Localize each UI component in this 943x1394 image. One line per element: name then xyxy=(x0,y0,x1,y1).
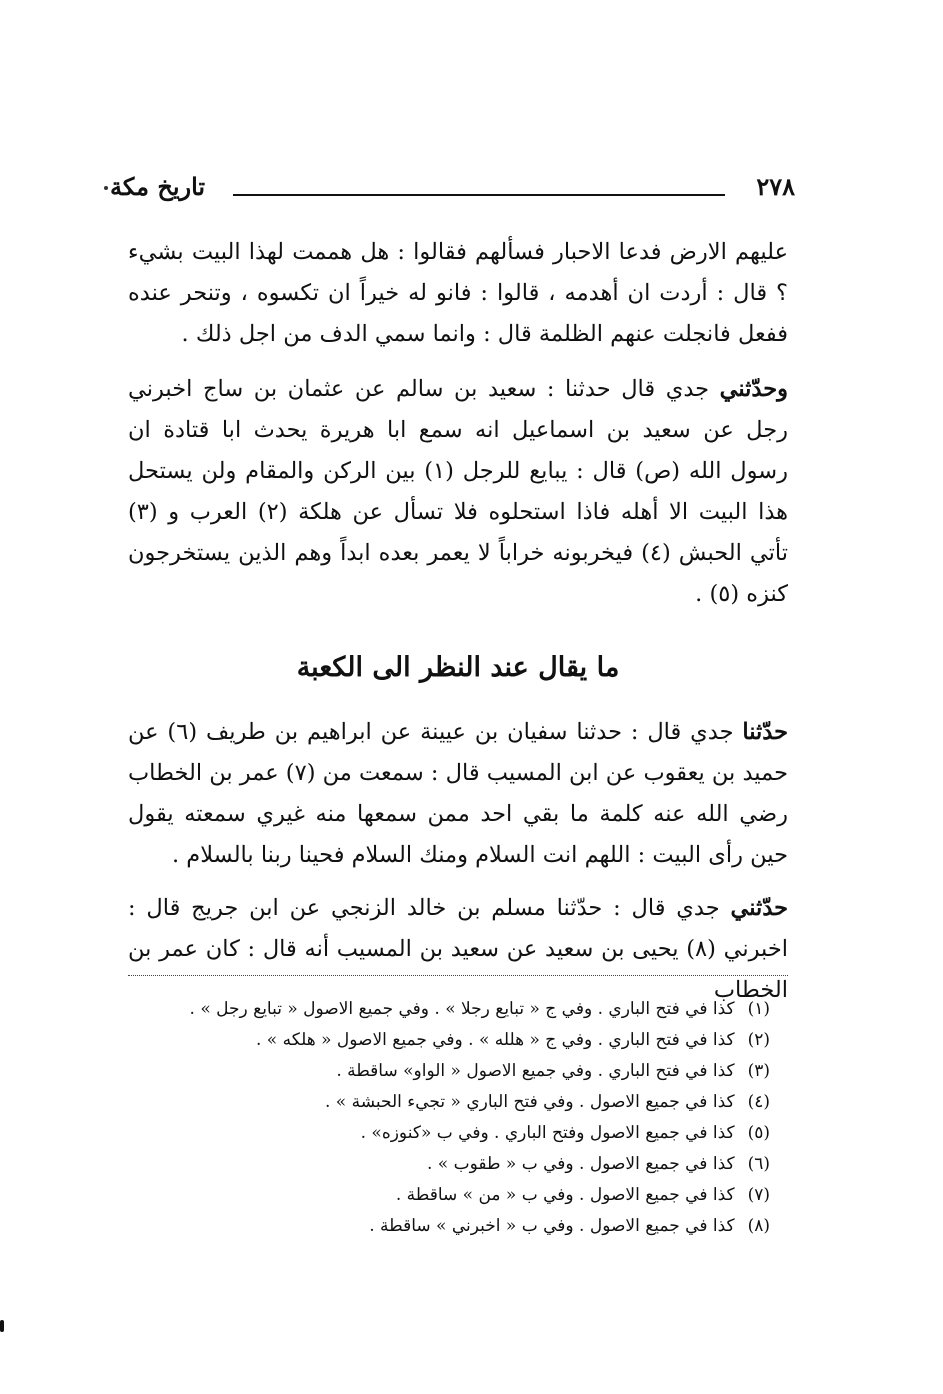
footnote-text: كذا في فتح الباري . وفي جميع الاصول « الواو» ساقطة . xyxy=(336,1061,735,1081)
footnote-text: كذا في جميع الاصول . وفي ب « اخبرني » ساقطة . xyxy=(369,1216,735,1236)
footnote xyxy=(160,1211,770,1242)
footnote xyxy=(160,1149,770,1180)
footnote-number: (٣) xyxy=(747,1061,770,1081)
footnote xyxy=(160,1118,770,1149)
paragraph xyxy=(128,369,788,615)
footnote-text: كذا في فتح الباري . وفي ج « تبايع رجلا » . وفي جميع الاصول « تبايع رجل » . xyxy=(189,999,735,1019)
footnote xyxy=(160,1087,770,1118)
paragraph xyxy=(128,712,788,876)
book-title: تاريخ مكة xyxy=(110,172,206,201)
footnote-divider xyxy=(128,975,788,976)
footnote-number: (١) xyxy=(747,999,770,1019)
paragraph xyxy=(128,888,788,1011)
page-number: ٢٧٨ xyxy=(756,172,795,201)
paragraph-text: جدي قال حدثنا : سعيد بن سالم عن عثمان بن ساج اخبرني رجل عن سعيد بن اسماعيل انه سمع ابا هريرة يحدث ابا قتادة ان رسول الله (ص) قال : يبايع للرجل (١) بين الركن والمقام ولن يستحل هذا البيت الا أهله فاذا استحلوه فلا تسأل عن هلكة (٢) العرب و (٣) تأتي الحبش (٤) فيخربونه خراباً لا يعمر بعده ابداً وهم الذين يستخرجون كنزه (٥) . xyxy=(128,376,789,607)
second-text-block xyxy=(128,712,788,1011)
footnote xyxy=(160,1056,770,1087)
footnote-text: كذا في فتح الباري . وفي ج « هلله » . وفي جميع الاصول « هلكه » . xyxy=(256,1030,735,1050)
footnote xyxy=(160,1025,770,1056)
footnote-number: (٥) xyxy=(747,1123,770,1143)
paragraph-text: عليهم الارض فدعا الاحبار فسألهم فقالوا : هل هممت لهذا البيت بشيء ؟ قال : أردت ان أهدمه ، قالوا : فانو له خيراً ان تكسوه ، وتنحر عنده ففعل فانجلت عنهم الظلمة قال : وانما سمي الدف من اجل ذلك . xyxy=(128,239,788,347)
section-heading: ما يقال عند النظر الى الكعبة xyxy=(296,652,620,683)
footnote xyxy=(160,1180,770,1211)
paragraph xyxy=(128,232,788,355)
footnote-number: (٦) xyxy=(747,1154,770,1174)
footnote xyxy=(160,994,770,1025)
footnote-number: (٨) xyxy=(747,1216,770,1236)
header-rule xyxy=(233,194,725,196)
scan-edge-mark xyxy=(0,1320,4,1332)
footnote-number: (٤) xyxy=(747,1092,770,1112)
footnote-number: (٢) xyxy=(747,1030,770,1050)
paragraph-lead: وحدّثني xyxy=(719,376,788,402)
footnote-text: كذا في جميع الاصول . وفي ب « طقوب » . xyxy=(426,1154,735,1174)
footnote-text: كذا في جميع الاصول . وفي ب « من » ساقطة . xyxy=(395,1185,735,1205)
footnote-text: كذا في جميع الاصول وفتح الباري . وفي ب «كنوزه» . xyxy=(360,1123,735,1143)
paragraph-lead: حدّثني xyxy=(730,895,788,921)
footnote-text: كذا في جميع الاصول . وفي فتح الباري « تجيء الحبشة » . xyxy=(324,1092,735,1112)
main-text-block xyxy=(128,232,788,615)
paragraph-text: جدي قال : حدثنا سفيان بن عيينة عن ابراهيم بن طريف (٦) عن حميد بن يعقوب عن ابن المسيب قال : سمعت من (٧) عمر بن الخطاب رضي الله عنه كلمة ما بقي احد ممن سمعها منه غيري سمعته يقول حين رأى البيت : اللهم انت السلام ومنك السلام فحينا ربنا بالسلام . xyxy=(127,719,788,868)
paragraph-lead: حدّثنا xyxy=(742,719,788,745)
footnotes-list xyxy=(160,994,770,1242)
footnote-number: (٧) xyxy=(747,1185,770,1205)
paragraph-text: جدي قال : حدّثنا مسلم بن خالد الزنجي عن ابن جريج قال : اخبرني (٨) يحيى بن سعيد عن سعيد بن المسيب أنه قال : كان عمر بن الخطاب xyxy=(128,895,789,1003)
running-header xyxy=(95,168,795,214)
